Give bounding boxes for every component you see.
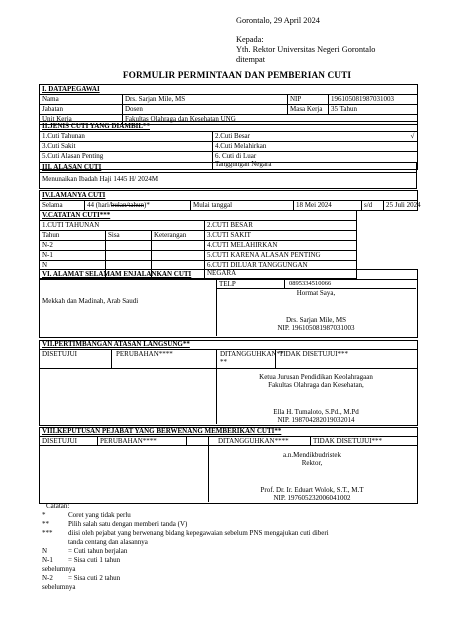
- option-postponed: DITANGGUHKAN**: [220, 350, 284, 358]
- official-title-2: Rektor,: [301, 459, 323, 467]
- important-leave-header: 5.CUTI KARENA ALASAN PENTING: [205, 251, 357, 261]
- leave-address: Mekkah dan Madinah, Arab Saudi: [42, 297, 139, 305]
- leave-unpaid: 6. Cuti di Luar Tanggungan Negara: [213, 152, 418, 170]
- tenure-label: Masa Kerja: [288, 105, 329, 115]
- section-heading: III. ALASAN CUTI: [40, 163, 417, 173]
- year-n: N: [40, 261, 106, 279]
- leave-big: 2.Cuti Besar √: [213, 132, 418, 142]
- section-heading: VI. ALAMAT SELAMAM ENJALANKAN CUTI: [42, 270, 192, 278]
- name-label: Nama: [40, 95, 123, 105]
- note-4: = Cuti tahun berjalan: [68, 547, 128, 555]
- option-approved: DISETUJUI: [42, 350, 77, 358]
- supervisor-title-2: Fakultas Olahraga dan Kesehatan,: [268, 381, 364, 389]
- note-5-cont: sebelumnya: [42, 565, 76, 573]
- note-2: Pilih salah satu dengan memberi tanda (V): [68, 520, 188, 528]
- supervisor-nip: NIP. 198704282019032014: [277, 416, 355, 424]
- sick-leave-header: 3.CUTI SAKIT: [205, 231, 357, 241]
- year-n2: N-2: [40, 241, 106, 251]
- position-label: Jabatan: [40, 105, 123, 115]
- section-heading: VIII.KEPUTUSAN PEJABAT YANG BERWENANG MEMBERIKAN CUTI**: [42, 427, 282, 435]
- start-label: Mulai tanggal: [191, 201, 294, 211]
- decision-changed: PERUBAHAN****: [100, 437, 157, 445]
- remaining-header: Sisa: [106, 231, 152, 241]
- decision-postponed: DITANGGUHKAN****: [218, 437, 289, 445]
- phone-label: TELP: [219, 280, 236, 288]
- option-postponed-mark: **: [220, 358, 227, 366]
- tenure-value: 35 Tahun: [329, 105, 418, 115]
- annual-leave-header: 1.CUTI TAHUNAN: [40, 221, 205, 231]
- section-heading: IV.LAMANYA CUTI: [40, 191, 418, 201]
- section-employee-data: [39, 84, 418, 125]
- signer-nip: NIP. 196105081987031003: [277, 324, 355, 332]
- position-value: Dosen: [123, 105, 288, 115]
- reason-value: Menunaikan Ibadah Haji 1445 H/ 2024M: [40, 173, 417, 189]
- recipient: Yth. Rektor Universitas Negeri Gorontalo: [236, 45, 376, 54]
- section-heading: V.CATATAN CUTI***: [40, 211, 357, 221]
- signer-name: Drs. Sarjan Mile, MS: [285, 316, 347, 324]
- note-1: Coret yang tidak perlu: [68, 511, 131, 519]
- note-3: diisi oleh pejabat yang berwenang bidang kepegawaian sebelum PNS mengajukan cuti diberi: [68, 529, 329, 537]
- section-leave-reason: [39, 162, 417, 189]
- decision-approved: DISETUJUI: [42, 437, 77, 445]
- leave-important: 5.Cuti Alasan Penting: [40, 152, 213, 170]
- notes-title: Catatan:: [46, 502, 70, 510]
- supervisor-title-1: Ketua Jurusan Pendidikan Keolahragaan: [259, 373, 373, 381]
- note-3-cont: tanda centang dan alasannya: [68, 538, 148, 546]
- closing: Hormat Saya,: [296, 289, 336, 297]
- nip-value: 196105081987031003: [329, 95, 418, 105]
- supervisor-name: Ella H. Tumaloto, S.Pd., M.Pd: [273, 408, 359, 416]
- official-name: Prof. Dr. Ir. Eduart Wolok, S.T., M.T: [260, 486, 364, 494]
- form-title: FORMULIR PERMINTAAN DAN PEMBERIAN CUTI: [122, 71, 352, 81]
- until-label: s/d: [362, 201, 384, 211]
- check-mark: √: [410, 132, 415, 140]
- section-heading: VII.PERTIMBANGAN ATASAN LANGSUNG**: [42, 340, 190, 348]
- official-nip: NIP. 197605232006041002: [273, 494, 351, 502]
- option-rejected: TIDAK DISETUJUI***: [279, 350, 349, 358]
- note-header: Keterangan: [152, 231, 205, 241]
- start-date: 18 Mei 2024: [294, 201, 362, 211]
- unit-value: Fakultas Olahraga dan Kesehatan UNG: [123, 115, 418, 125]
- phone-value: 0895334510066: [289, 280, 332, 287]
- place-date: Gorontalo, 29 April 2024: [236, 16, 320, 25]
- duration-label: Selama: [40, 201, 85, 211]
- leave-annual: 1.Cuti Tahunan: [40, 132, 213, 142]
- note-5: = Sisa cuti 1 tahun: [68, 556, 121, 564]
- note-6-cont: sebelumnya: [42, 583, 76, 591]
- decision-rejected: TIDAK DISETUJUI***: [313, 437, 383, 445]
- recipient-label: Kepada:: [236, 35, 264, 44]
- note-6: = Sisa cuti 2 tahun: [68, 574, 121, 582]
- section-leave-duration: [39, 190, 421, 211]
- recipient-location: ditempat: [236, 55, 266, 64]
- name-value: Drs. Sarjan Mile, MS: [123, 95, 288, 105]
- section-heading: II.JENIS CUTI YANG DIAMBIL**: [40, 122, 418, 132]
- duration-value: 44 (hari/bulan/tahun)*: [85, 201, 191, 211]
- leave-sick: 3.Cuti Sakit: [40, 142, 213, 152]
- official-title-1: a.n.Mendikbudristek: [283, 451, 341, 459]
- option-changed: PERUBAHAN****: [116, 350, 173, 358]
- big-leave-header: 2.CUTI BESAR: [205, 221, 357, 231]
- maternity-leave-header: 4.CUTI MELAHIRKAN: [205, 241, 357, 251]
- section-heading: I. DATAPEGAWAI: [40, 85, 418, 95]
- nip-label: NIP: [288, 95, 329, 105]
- year-header: Tahun: [40, 231, 106, 241]
- unit-label: Unit Kerja: [40, 115, 123, 125]
- year-n1: N-1: [40, 251, 106, 261]
- unpaid-leave-header: 6.CUTI DILUAR TANGGUNGAN NEGARA: [205, 261, 357, 279]
- end-date: 25 Juli 2024: [384, 201, 418, 211]
- leave-maternity: 4.Cuti Melahirkan: [213, 142, 418, 152]
